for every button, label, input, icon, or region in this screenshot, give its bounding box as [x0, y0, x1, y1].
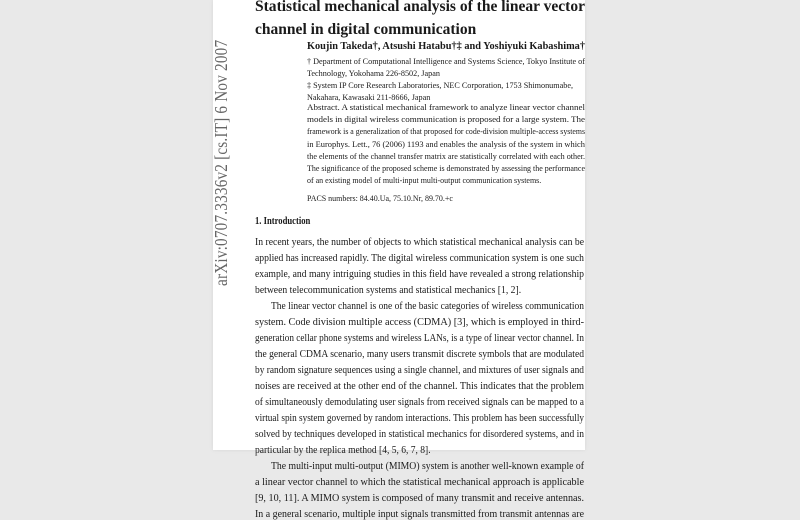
- paper-page: [213, 0, 585, 520]
- body-text-line: The multi-input multi-output (MIMO) system is another well-known example of: [271, 460, 584, 472]
- body-text-line: particular by the replica method [4, 5, 6, 7, 8].: [255, 444, 431, 456]
- body-text-line: system. Code division multiple access (CDMA) [3], which is employed in third-: [255, 316, 584, 328]
- body-text-line: generation cellar phone systems and wireless LANs, is a type of linear vector channel. In: [255, 332, 584, 344]
- body-text-line: a linear vector channel to which the statistical mechanical approach is applicable: [255, 476, 584, 488]
- body-text-line: virtual spin system governed by random interactions. This problem has been successfully: [255, 412, 584, 424]
- abstract-line: framework is a generalization of that proposed for code-division multiple-access systems: [307, 127, 585, 137]
- abstract-line: in Europhys. Lett., 76 (2006) 1193 and enables the analysis of the system in which: [307, 139, 585, 149]
- body-text-line: by random signature sequences using a single channel, and mixtures of user signals and: [255, 364, 584, 376]
- author-list: Koujin Takeda†, Atsushi Hatabu†‡ and Yoshiyuki Kabashima†: [307, 41, 585, 52]
- body-text-line: [9, 10, 11]. A MIMO system is composed of many transmit and receive antennas.: [255, 492, 584, 504]
- body-text-line: applied has increased rapidly. The digital wireless communication system is one such: [255, 252, 584, 264]
- body-text-line: of simultaneously demodulating user signals from received signals can be mapped to a: [255, 396, 584, 408]
- affiliation-line: † Department of Computational Intelligence and Systems Science, Tokyo Institute of: [307, 57, 585, 66]
- body-text-line: example, and many intriguing studies in this field have revealed a strong relationship: [255, 268, 584, 280]
- abstract-line: of an existing model of multi-input multi-output communication systems.: [307, 176, 542, 186]
- affiliation-line: Nakahara, Kawasaki 211-8666, Japan: [307, 93, 431, 102]
- abstract-line: models in digital wireless communication is proposed for a large system. The: [307, 115, 585, 125]
- abstract-line: the elements of the channel transfer matrix are statistically correlated with each other.: [307, 151, 585, 161]
- body-text-line: In recent years, the number of objects to which statistical mechanical analysis can be: [255, 236, 584, 248]
- paper-title-line: channel in digital communication: [255, 21, 477, 38]
- body-text-line: solved by techniques developed in statistical mechanics for disordered systems, and in: [255, 428, 584, 440]
- affiliation-line: ‡ System IP Core Research Laboratories, NEC Corporation, 1753 Shimonumabe,: [307, 81, 573, 90]
- abstract-line: Abstract. A statistical mechanical framework to analyze linear vector channel: [307, 103, 585, 112]
- arxiv-stamp: arXiv:0707.3336v2 [cs.IT] 6 Nov 2007: [211, 39, 231, 286]
- section-heading: 1. Introduction: [255, 216, 311, 227]
- body-text-line: noises are received at the other end of the channel. This indicates that the problem: [255, 380, 584, 392]
- body-text-line: In a general scenario, multiple input signals transmitted from transmit antennas are: [255, 508, 584, 520]
- body-text-line: the general CDMA scenario, many users transmit discrete symbols that are modulated: [255, 348, 584, 360]
- body-text-line: between telecommunication systems and statistical mechanics [1, 2].: [255, 284, 522, 296]
- abstract-line: The significance of the proposed scheme is demonstrated by assessing the performance: [307, 164, 585, 173]
- paper-title-line: Statistical mechanical analysis of the linear vector: [255, 0, 585, 15]
- affiliation-line: Technology, Yokohama 226-8502, Japan: [307, 69, 440, 78]
- pacs-numbers: PACS numbers: 84.40.Ua, 75.10.Nr, 89.70.+c: [307, 194, 453, 203]
- body-text-line: The linear vector channel is one of the basic categories of wireless communication: [271, 300, 584, 312]
